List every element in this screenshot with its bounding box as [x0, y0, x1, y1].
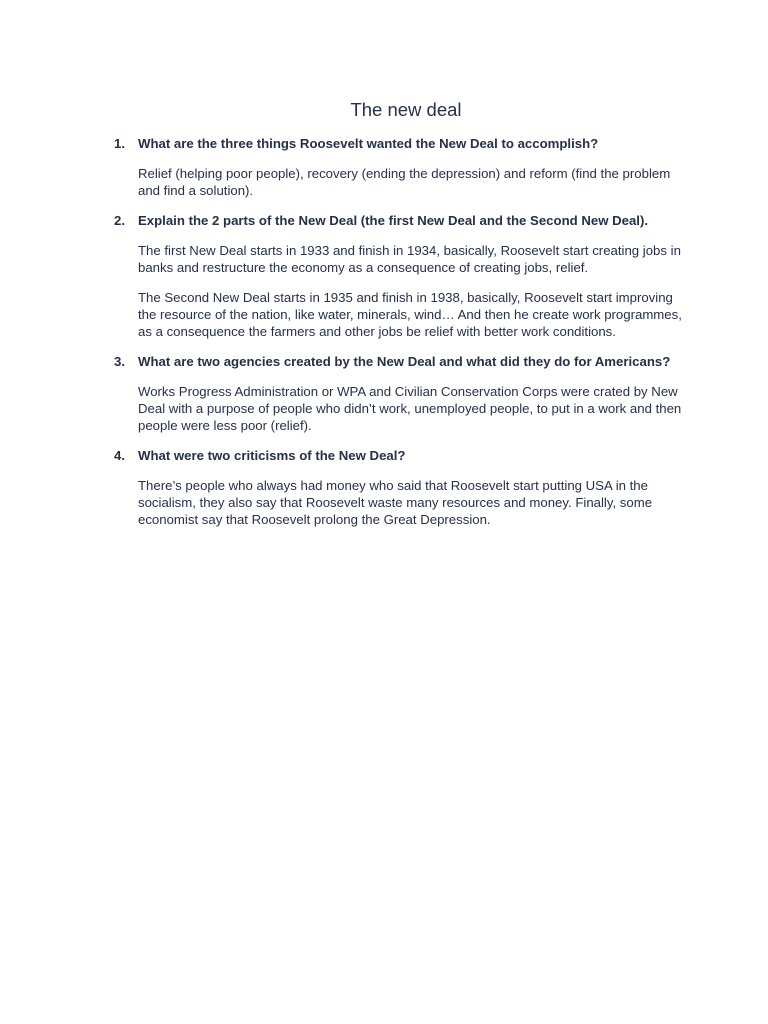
- question-text: What were two criticisms of the New Deal?: [138, 448, 406, 463]
- question-item-4: [114, 447, 694, 528]
- question-text: What are the three things Roosevelt wanted the New Deal to accomplish?: [138, 136, 599, 151]
- question-item-3: [114, 353, 694, 434]
- question-number: 1.: [114, 136, 125, 151]
- question-number: 2.: [114, 213, 125, 228]
- question-3: [114, 353, 694, 370]
- answer-paragraph: Relief (helping poor people), recovery (ending the depression) and reform (find the problem and find a solution).: [138, 166, 671, 198]
- question-number: 3.: [114, 354, 125, 369]
- answer-paragraph: The first New Deal starts in 1933 and finish in 1934, basically, Roosevelt start creating jobs in banks and restructure the economy as a consequence of creating jobs, relief.: [138, 243, 681, 275]
- answer-paragraph: There’s people who always had money who said that Roosevelt start putting USA in the socialism, they also say that Roosevelt waste many resources and money. Finally, some economist say that Roosevelt prolong the Great Depression.: [138, 478, 653, 527]
- question-2: [114, 212, 694, 229]
- question-item-2: [114, 212, 694, 340]
- answer-paragraph: Works Progress Administration or WPA and Civilian Conservation Corps were crated by New Deal with a purpose of people who didn’t work, unemployed people, to put in a work and then people were less poor (relief).: [138, 384, 682, 433]
- question-list: [114, 135, 694, 541]
- question-text: What are two agencies created by the New Deal and what did they do for Americans?: [138, 354, 671, 369]
- question-number: 4.: [114, 448, 125, 463]
- question-text: Explain the 2 parts of the New Deal (the first New Deal and the Second New Deal).: [138, 213, 649, 228]
- answer-paragraph: The Second New Deal starts in 1935 and finish in 1938, basically, Roosevelt start improving the resource of the nation, like water, minerals, wind… And then he create work programmes, as a consequence the farmers and other jobs be relief with better work conditions.: [138, 290, 682, 339]
- document-title: The new deal: [350, 99, 462, 120]
- question-item-1: [114, 135, 694, 199]
- question-4: [114, 447, 694, 464]
- question-1: [114, 135, 694, 152]
